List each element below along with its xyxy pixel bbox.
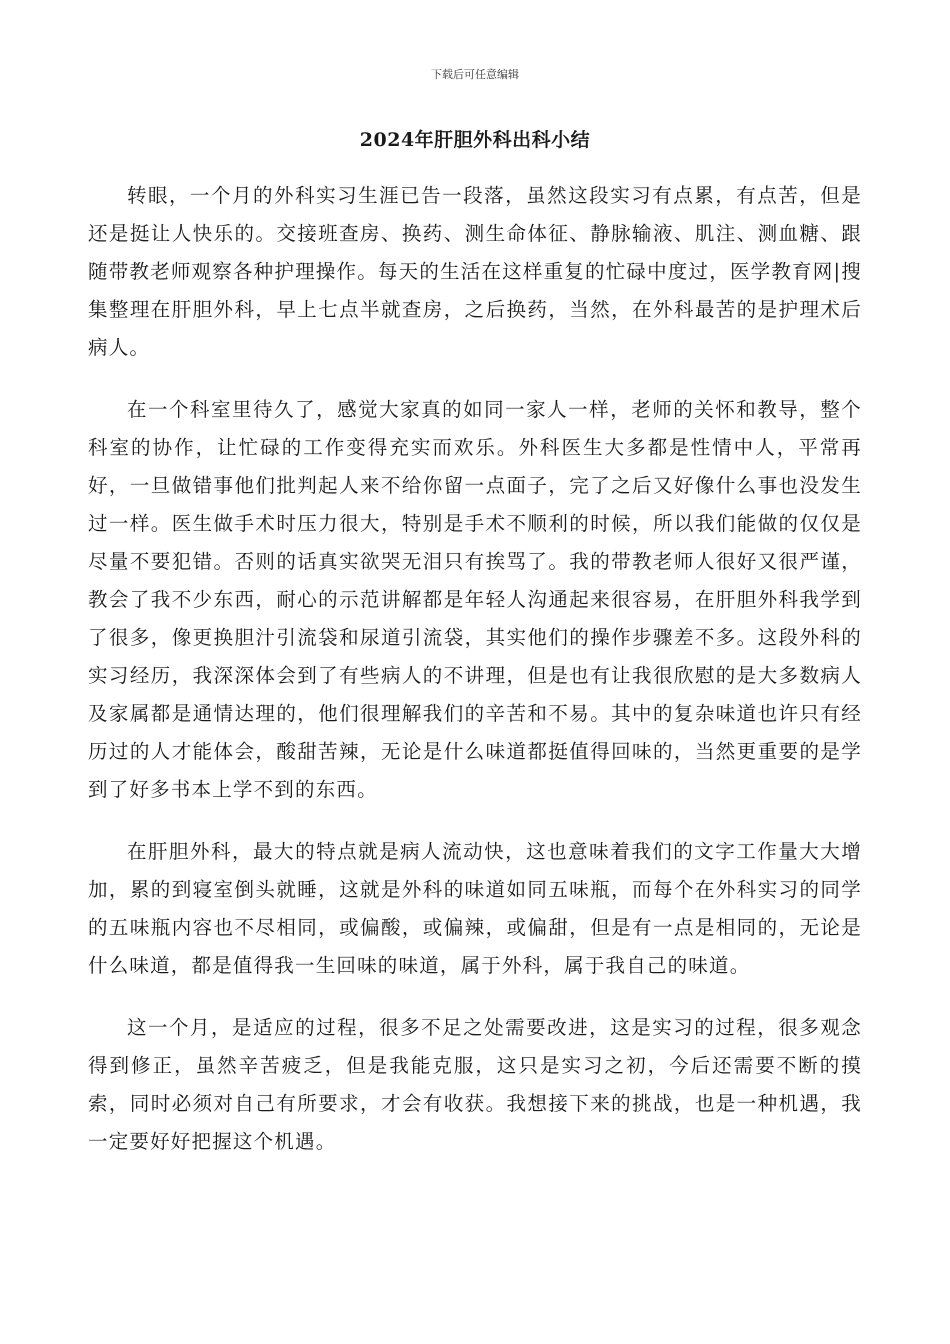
document-title: 2024年肝胆外科出科小结 bbox=[359, 129, 591, 151]
paragraph-3: 在肝胆外科，最大的特点就是病人流动快，这也意味着我们的文字工作量大大增加，累的到寝室倒头就睡，这就是外科的味道如同五味瓶，而每个在外科实习的同学的五味瓶内容也不尽相同，或偏酸，或偏辣，或偏甜，但是有一点是相同的，无论是什么味道，都是值得我一生回味的味道，属于外科，属于我自己的味道。 bbox=[88, 840, 862, 977]
document-body bbox=[88, 177, 862, 1185]
paragraph-4: 这一个月，是适应的过程，很多不足之处需要改进，这是实习的过程，很多观念得到修正，虽然辛苦疲乏，但是我能克服，这只是实习之初，今后还需要不断的摸索，同时必须对自己有所要求，才会有收获。我想接下来的挑战，也是一种机遇，我一定要好好把握这个机遇。 bbox=[88, 1016, 862, 1153]
header-note: 下载后可任意编辑 bbox=[431, 68, 519, 81]
paragraph-1: 转眼，一个月的外科实习生涯已告一段落，虽然这段实习有点累，有点苦，但是还是挺让人快乐的。交接班查房、换药、测生命体征、静脉输液、肌注、测血糖、跟随带教老师观察各种护理操作。每天的生活在这样重复的忙碌中度过，医学教育网|搜集整理在肝胆外科，早上七点半就查房，之后换药，当然，在外科最苦的是护理术后病人。 bbox=[88, 184, 862, 359]
paragraph-2: 在一个科室里待久了，感觉大家真的如同一家人一样，老师的关怀和教导，整个科室的协作，让忙碌的工作变得充实而欢乐。外科医生大多都是性情中人，平常再好，一旦做错事他们批判起人来不给你留一点面子，完了之后又好像什么事也没发生过一样。医生做手术时压力很大，特别是手术不顺利的时候，所以我们能做的仅仅是尽量不要犯错。否则的话真实欲哭无泪只有挨骂了。我的带教老师人很好又很严谨，教会了我不少东西，耐心的示范讲解都是年轻人沟通起来很容易，在肝胆外科我学到了很多，像更换胆汁引流袋和尿道引流袋，其实他们的操作步骤差不多。这段外科的实习经历，我深深体会到了有些病人的不讲理，但是也有让我很欣慰的是大多数病人及家属都是通情达理的，他们很理解我们的辛苦和不易。其中的复杂味道也许只有经历过的人才能体会，酸甜苦辣，无论是什么味道都挺值得回味的，当然更重要的是学到了好多书本上学不到的东西。 bbox=[88, 398, 862, 801]
